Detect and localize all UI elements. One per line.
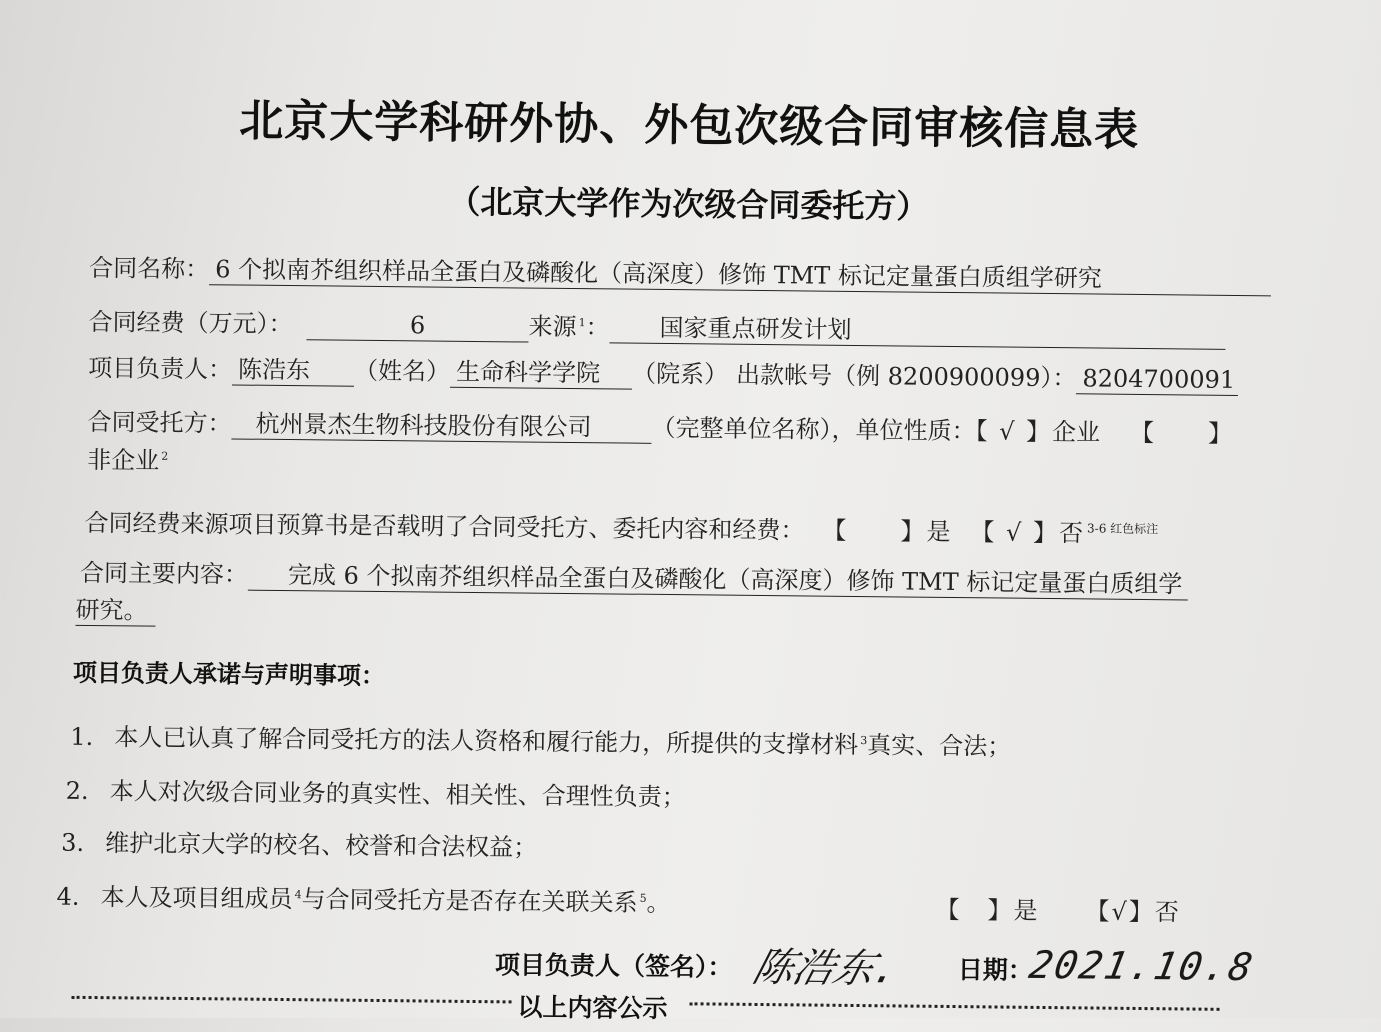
budget-yes-label: 是 [926,517,951,546]
budget-question-text: 合同经费来源项目预算书是否载明了合同受托方、委托内容和经费： [84,508,805,545]
pi-label: 项目负责人： [88,353,233,384]
pi-name: 陈浩东 [232,354,354,386]
date-label: 日期： [957,955,1034,985]
commitment-text: 维护北京大学的校名、校誉和合法权益； [105,829,538,862]
pi-row [88,351,1239,397]
entrustee-name: 杭州景杰生物科技股份有限公司 [231,408,651,443]
commitment-sup: 4 [294,888,302,902]
budget-no-checkbox: 【 √ 】 [970,518,1060,548]
commitment-text: 本人已认真了解合同受托方的法人资格和履行能力，所提供的支撑材料 [114,723,859,760]
main-content-row [80,556,1189,602]
relation-choice [935,890,1179,928]
funding-amount: 6 [306,309,528,342]
main-content-row2 [75,593,155,628]
non-enterprise-label: 非企业 [87,445,160,475]
funding-source-value: 国家重点研发计划 [609,312,1225,349]
budget-no-label: 否 [1058,519,1084,548]
footer-dotted-line-left [72,996,512,1004]
budget-question-row [84,501,1158,551]
budget-note: 3-6 红色标注 [1087,521,1159,537]
signature-date: 2021.10.8 [1025,942,1258,990]
commitment-item-3 [61,823,537,863]
enterprise-label: 企业 [1051,418,1101,447]
footer-dotted-line-right [690,1002,1220,1011]
commitment-tail2: 。 [646,888,671,918]
commitment-item-2 [66,771,686,812]
entrustee-name-hint: （完整单位名称），单位性质： [651,413,976,446]
relation-yes-checkbox: 【 】 [935,895,1014,925]
document-title: 北京大学科研外协、外包次级合同审核信息表 [238,95,1140,156]
relation-yes-label: 是 [1013,896,1038,925]
commitment-text: 本人对次级合同业务的真实性、相关性、合理性负责； [109,777,686,812]
funding-label: 合同经费（万元）： [88,307,293,339]
budget-yes-checkbox: 【 】 [834,516,927,546]
document-subtitle: （北京大学作为次级合同委托方） [448,182,929,226]
signature-handwriting: 陈浩东. [748,945,905,993]
non-enterprise-checkbox: 【 】 [1129,418,1235,448]
contract-name-row [89,251,1271,297]
commitment-tail: 与合同受托方是否存在关联关系 [301,885,638,917]
relation-no-label: 否 [1154,898,1179,927]
commitment-sup2: 5 [639,891,647,905]
contract-name-value: 6 个拟南芥组织样品全蛋白及磷酸化（高深度）修饰 TMT 标记定量蛋白质组学研究 [209,254,1271,296]
commitment-number: 4. [56,882,80,911]
non-enterprise-row [87,439,168,478]
commitment-number: 3. [61,828,85,857]
funding-source-sup: 1 [578,316,586,330]
main-content-label: 合同主要内容： [79,558,249,589]
commitment-item-4 [56,877,670,918]
relation-no-checkbox: 【√】 [1085,897,1155,927]
commitment-text: 本人及项目组成员 [100,883,293,914]
funding-source-label: 来源 [528,312,577,342]
contract-name-label: 合同名称： [89,253,210,284]
main-content-line1: 完成 6 个拟南芥组织样品全蛋白及磷酸化（高深度）修饰 TMT 标记定量蛋白质组学 [248,560,1189,601]
main-content-line2: 研究。 [75,595,155,627]
pi-name-hint: （姓名） [353,356,451,386]
enterprise-checkbox: 【 √ 】 [975,417,1053,447]
commitment-sup: 3 [860,734,868,748]
non-enterprise-sup: 2 [161,449,169,463]
funding-row [88,301,1225,351]
pi-dept-hint: （院系） [631,359,729,389]
commitment-tail: 真实、合法； [867,731,1012,761]
entrustee-row [87,405,1234,451]
entrustee-label: 合同受托方： [87,407,232,438]
footer-public-notice: 以上内容公示 [517,992,668,1024]
commitment-number: 2. [65,776,89,805]
pi-dept: 生命科学学院 [450,357,632,390]
signature-label: 项目负责人（签名）： [494,950,733,982]
commitment-item-1 [70,717,1011,762]
commitments-heading: 项目负责人承诺与声明事项： [72,658,386,691]
pi-account-label: 出款帐号（例 8200900099）： [735,360,1077,393]
commitment-number: 1. [70,722,94,752]
funding-source-colon: ： [585,313,610,342]
pi-account: 8204700091 [1076,363,1238,396]
